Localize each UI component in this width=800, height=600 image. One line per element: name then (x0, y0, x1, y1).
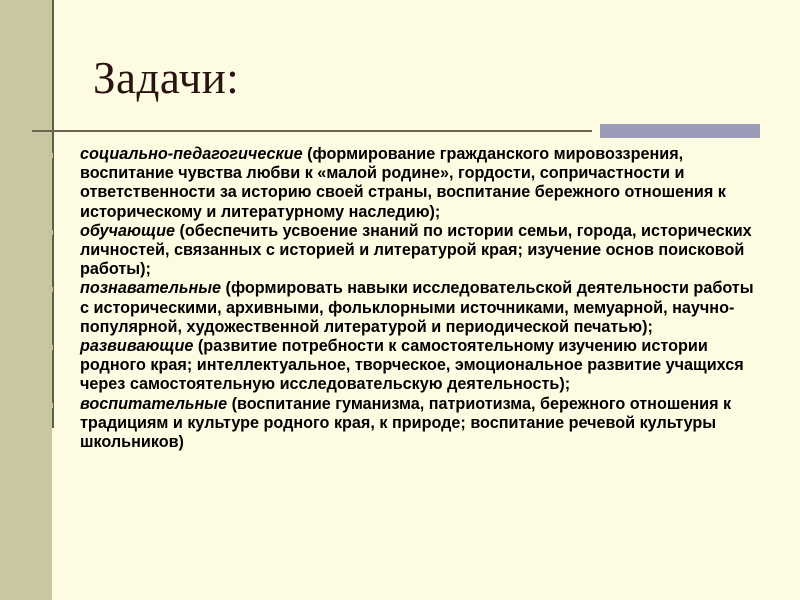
bullet-square-icon (48, 287, 53, 292)
task-list (48, 145, 758, 452)
bullet-square-icon (48, 403, 53, 408)
bullet-square-icon (48, 153, 53, 158)
left-decorative-band (0, 0, 52, 600)
title-underline-accent (600, 124, 760, 138)
slide-title: Задачи: (93, 53, 240, 103)
task-description: (обеспечить усвоение знаний по истории семьи, города, исторических личностей, связанных с историей и литературой края; изучение основ поисковой работы); (80, 221, 752, 279)
task-item-upbringing (48, 395, 758, 453)
task-description: (развитие потребности к самостоятельному изучению истории родного края; интеллектуальное, творческое, эмоциональное развитие учащихся через самостоятельную исследовательскую деятельность); (80, 337, 744, 394)
task-description: (воспитание гуманизма, патриотизма, бережного отношения к традициям и культуре родного края, к природе; воспитание речевой культуры школьников) (80, 394, 732, 452)
task-term: социально-педагогические (80, 145, 303, 163)
task-item-developmental (48, 337, 758, 395)
task-description: (формировать навыки исследовательской деятельности работы с историческими, архивными, фольклорными источниками, мемуарной, научно-популярной, художественной литературой и периодической печатью); (80, 279, 754, 336)
task-item-social-pedagogical (48, 145, 758, 222)
title-underline (32, 130, 592, 132)
bullet-square-icon (48, 345, 53, 350)
task-item-cognitive (48, 279, 758, 337)
task-term: воспитательные (80, 394, 228, 413)
task-term: развивающие (80, 337, 194, 356)
task-description: (формирование гражданского мировоззрения, воспитание чувства любви к «малой родине», гордости, сопричастности и ответственности за историю своей страны, воспитание бережного отношения к историческому и литературному наследию); (80, 145, 726, 221)
bullet-square-icon (48, 230, 53, 235)
task-term: познавательные (80, 279, 222, 298)
task-term: обучающие (80, 221, 175, 240)
task-item-educational (48, 222, 758, 280)
